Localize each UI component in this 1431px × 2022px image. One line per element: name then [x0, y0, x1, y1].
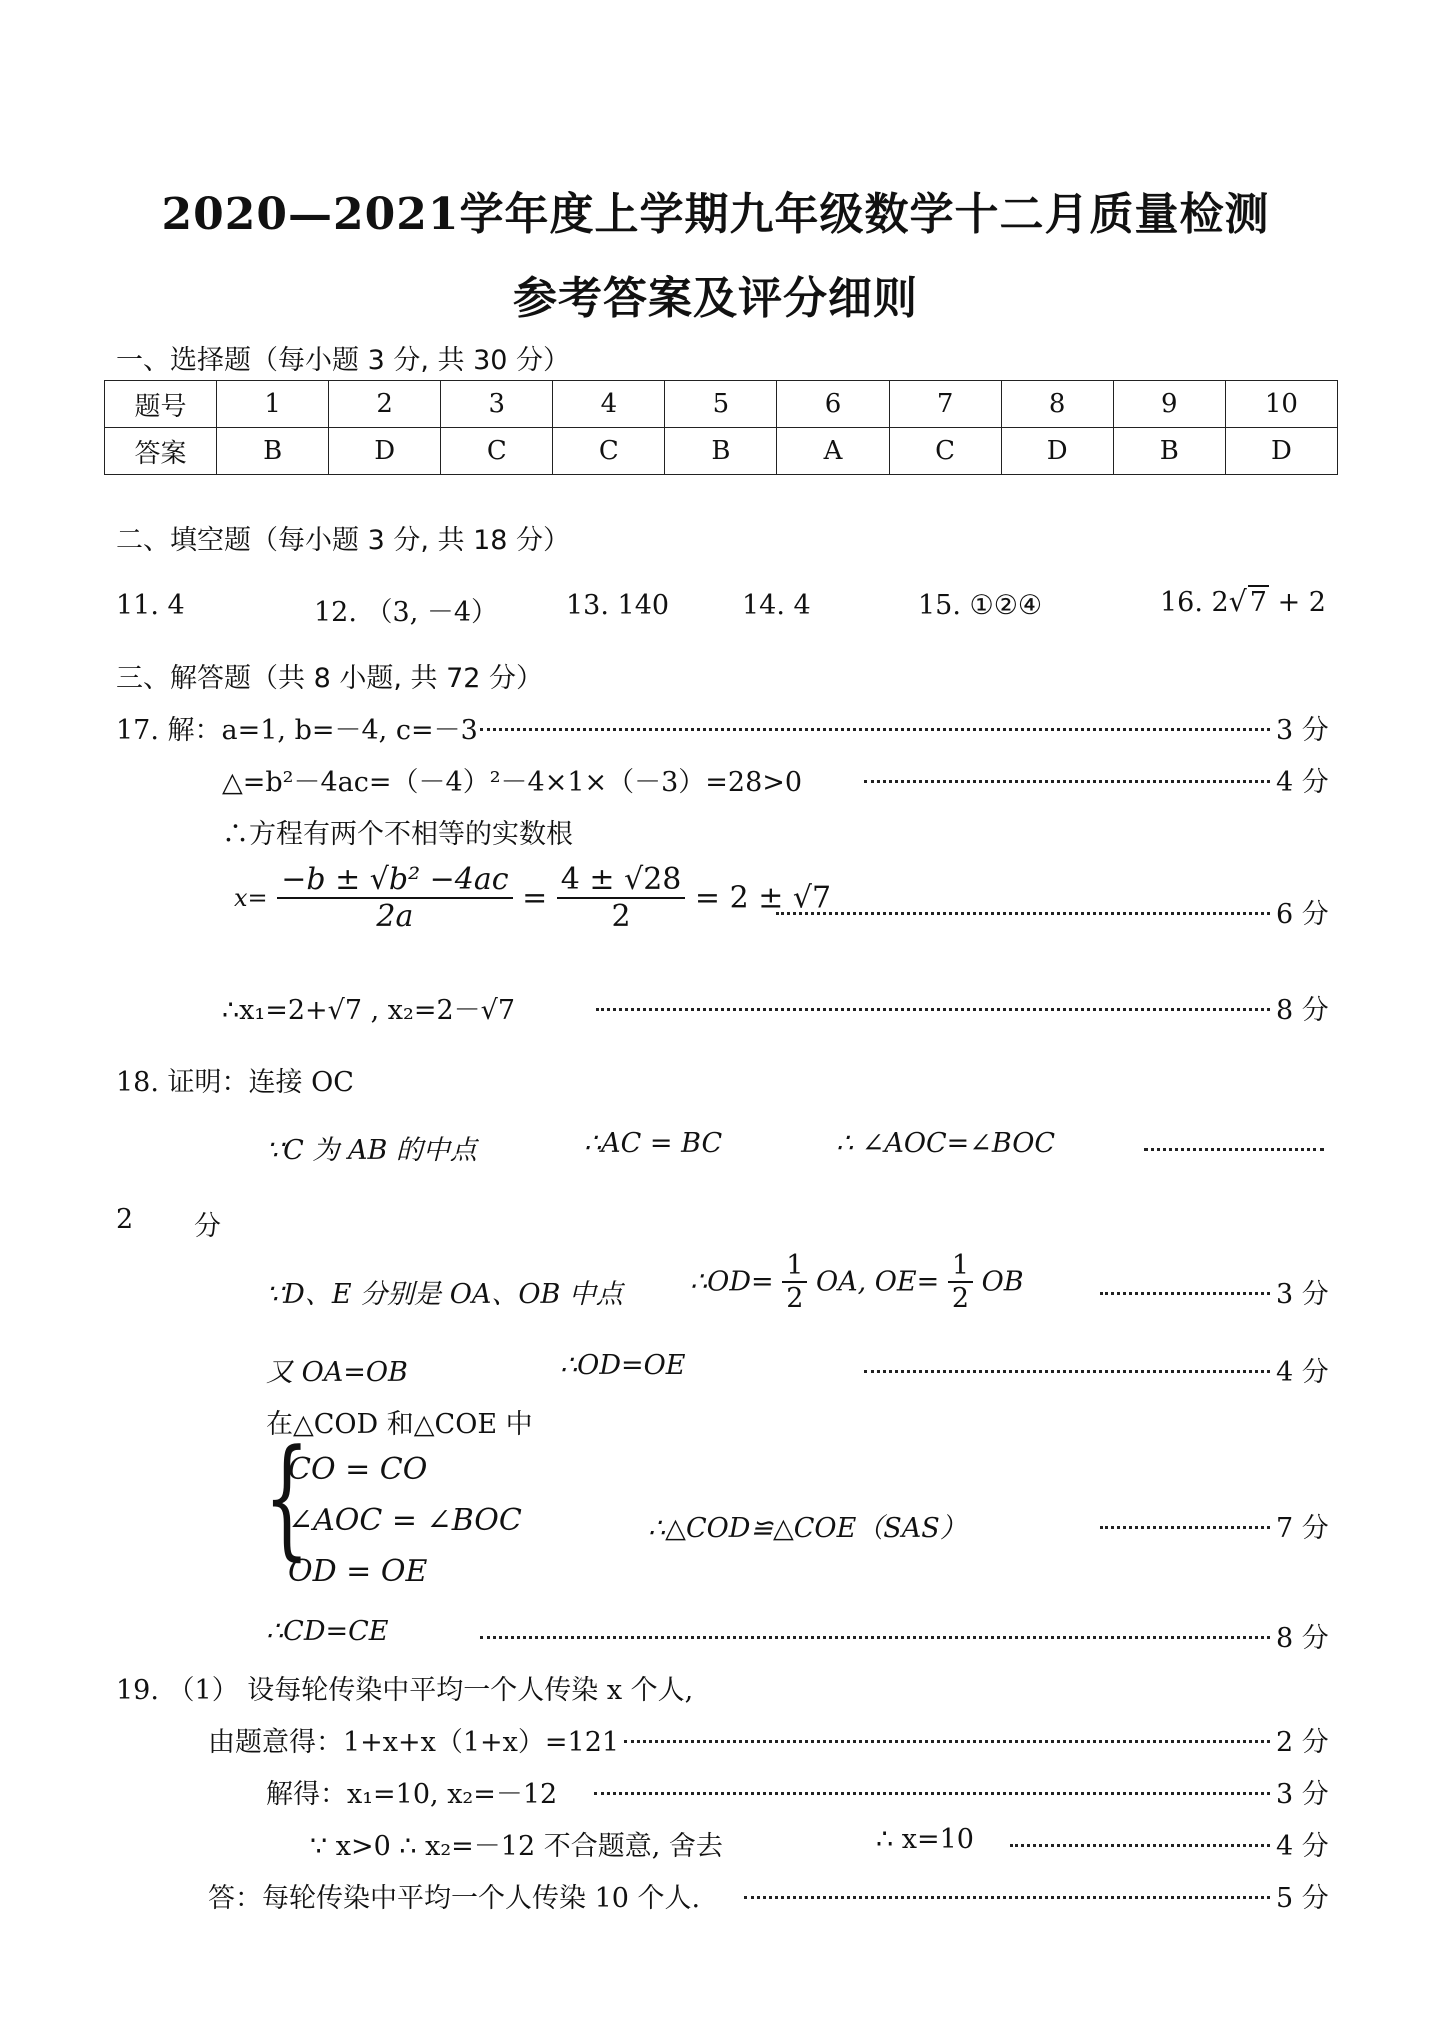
q17-den2: 2 [611, 899, 631, 934]
section-choice-heading: 一、选择题（每小题 3 分, 共 30 分） [116, 345, 571, 376]
sqrt-icon: √ [1228, 585, 1247, 618]
dot-leader [624, 1740, 1270, 1743]
section-fill-heading: 二、填空题（每小题 3 分, 共 18 分） [116, 525, 571, 556]
q18-line4a: ∵D、E 分别是 OA、OB 中点 [266, 1279, 623, 1310]
q18-line5a: 又 OA=OB [266, 1357, 408, 1388]
q18-sys2: ∠AOC = ∠BOC [288, 1503, 522, 1538]
dot-leader [1010, 1844, 1270, 1847]
q18-conclusion: ∴△COD≌△COE（SAS） [648, 1513, 967, 1544]
q18-line4d: OB [981, 1266, 1024, 1298]
table-cell: 3 [441, 381, 553, 428]
fill-q16-label: 16. [1160, 587, 1203, 618]
table-cell: 4 [553, 381, 665, 428]
dot-leader [1144, 1148, 1324, 1151]
q19-line4b: ∴ x=10 [876, 1824, 974, 1855]
q17-score2: 4 分 [1276, 767, 1329, 798]
answer-table [104, 380, 1338, 475]
q18-line3b: 分 [194, 1211, 221, 1242]
table-row [105, 428, 1338, 475]
dot-leader [480, 728, 1270, 731]
table-cell: B [665, 428, 777, 475]
table-cell: D [329, 428, 441, 475]
q17-x-eq: x= [234, 884, 268, 912]
table-cell: B [217, 428, 329, 475]
q18-sys1: CO = CO [288, 1452, 428, 1487]
doc-subtitle: 参考答案及评分细则 [513, 273, 918, 324]
q17-line2: △=b²－4ac=（－4）²－4×1×（－3）=28>0 [222, 767, 803, 798]
q19-score3: 4 分 [1276, 1831, 1329, 1862]
q18-line1: 18. 证明：连接 OC [116, 1067, 354, 1098]
q17-tail: = 2 ± √7 [694, 880, 832, 916]
q17-formula [234, 862, 831, 934]
table-cell: C [441, 428, 553, 475]
q18-half1 [782, 1250, 807, 1314]
q18-line5b: ∴OD=OE [560, 1350, 686, 1381]
table-head-answer: 答案 [105, 428, 217, 475]
q18-line3a: 2 [116, 1204, 134, 1235]
q18-score3: 7 分 [1276, 1513, 1329, 1544]
dot-leader [594, 1792, 1270, 1795]
q18-half1-den: 2 [786, 1283, 804, 1314]
table-cell: 2 [329, 381, 441, 428]
fill-q16-tail: + 2 [1277, 587, 1326, 618]
table-cell: 8 [1001, 381, 1113, 428]
table-cell: 5 [665, 381, 777, 428]
table-cell: 7 [889, 381, 1001, 428]
q18-line2c: ∴ ∠AOC=∠BOC [836, 1128, 1056, 1159]
q17-line1: 17. 解：a=1, b=－4, c=－3 [116, 715, 478, 746]
table-cell: B [1113, 428, 1225, 475]
q19-line1: 19. （1） 设每轮传染中平均一个人传染 x 个人, [116, 1675, 694, 1706]
dot-leader [1100, 1526, 1270, 1529]
q19-line4a: ∵ x>0 ∴ x₂=－12 不合题意, 舍去 [310, 1831, 723, 1862]
equals-sign: = [522, 880, 548, 916]
q17-frac2 [557, 862, 686, 934]
table-cell: C [553, 428, 665, 475]
q19-score1: 2 分 [1276, 1727, 1329, 1758]
q19-line2: 由题意得：1+x+x（1+x）=121 [208, 1727, 620, 1758]
q17-score4: 8 分 [1276, 995, 1329, 1026]
dot-leader [864, 1370, 1270, 1373]
q18-score1: 3 分 [1276, 1279, 1329, 1310]
table-cell: 10 [1225, 381, 1337, 428]
q19-score2: 3 分 [1276, 1779, 1329, 1810]
q18-sys3: OD = OE [288, 1554, 428, 1589]
q17-num2: 4 ± √28 [557, 862, 686, 899]
q18-half2-num: 1 [948, 1250, 973, 1283]
table-cell: D [1225, 428, 1337, 475]
brace-icon: { [264, 1421, 310, 1573]
table-cell: 9 [1113, 381, 1225, 428]
section-solve-heading: 三、解答题（共 8 小题, 共 72 分） [116, 663, 544, 694]
q18-line4-eq [690, 1250, 1024, 1314]
q19-line5: 答：每轮传染中平均一个人传染 10 个人. [208, 1883, 701, 1914]
fill-q16-radicand: 7 [1249, 587, 1267, 618]
fill-q12: 12. （3, －4） [314, 597, 499, 628]
q17-score3: 6 分 [1276, 899, 1329, 930]
q18-score4: 8 分 [1276, 1623, 1329, 1654]
q18-line6: 在△COD 和△COE 中 [266, 1409, 533, 1440]
q17-score1: 3 分 [1276, 715, 1329, 746]
q18-line4c: OA, OE= [815, 1266, 940, 1298]
q18-score2: 4 分 [1276, 1357, 1329, 1388]
q17-line5: ∴x₁=2+√7 , x₂=2－√7 [222, 995, 516, 1026]
q17-num1: −b ± √b² −4ac [277, 862, 512, 899]
doc-title: 2020—2021学年度上学期九年级数学十二月质量检测 [161, 189, 1270, 240]
fill-q15: 15. ①②④ [918, 590, 1043, 621]
q18-line4b: ∴OD= [690, 1266, 774, 1298]
dot-leader [480, 1636, 1270, 1639]
q18-half2 [948, 1250, 973, 1314]
table-cell: A [777, 428, 889, 475]
table-cell: C [889, 428, 1001, 475]
q18-line2a: ∵C 为 AB 的中点 [266, 1135, 477, 1166]
fill-q16 [1160, 585, 1326, 618]
table-row [105, 381, 1338, 428]
q18-half1-num: 1 [782, 1250, 807, 1283]
fill-q13: 13. 140 [566, 590, 670, 621]
q18-line2b: ∴AC = BC [584, 1128, 723, 1159]
table-head-number: 题号 [105, 381, 217, 428]
q17-frac1 [277, 862, 512, 934]
q18-line8: ∴CD=CE [266, 1616, 389, 1647]
fill-q14: 14. 4 [742, 590, 811, 621]
fill-q11: 11. 4 [116, 590, 185, 621]
dot-leader [1100, 1292, 1270, 1295]
dot-leader [864, 780, 1270, 783]
q19-line3: 解得：x₁=10, x₂=－12 [266, 1779, 558, 1810]
dot-leader [776, 912, 1270, 915]
table-cell: D [1001, 428, 1113, 475]
q17-den1: 2a [376, 899, 414, 934]
q18-half2-den: 2 [951, 1283, 970, 1314]
q19-score4: 5 分 [1276, 1883, 1329, 1914]
table-cell: 6 [777, 381, 889, 428]
table-cell: 1 [217, 381, 329, 428]
dot-leader [596, 1008, 1270, 1011]
q17-line3: ∴方程有两个不相等的实数根 [222, 819, 573, 850]
dot-leader [744, 1896, 1270, 1899]
fill-q16-coef: 2 [1211, 587, 1229, 618]
